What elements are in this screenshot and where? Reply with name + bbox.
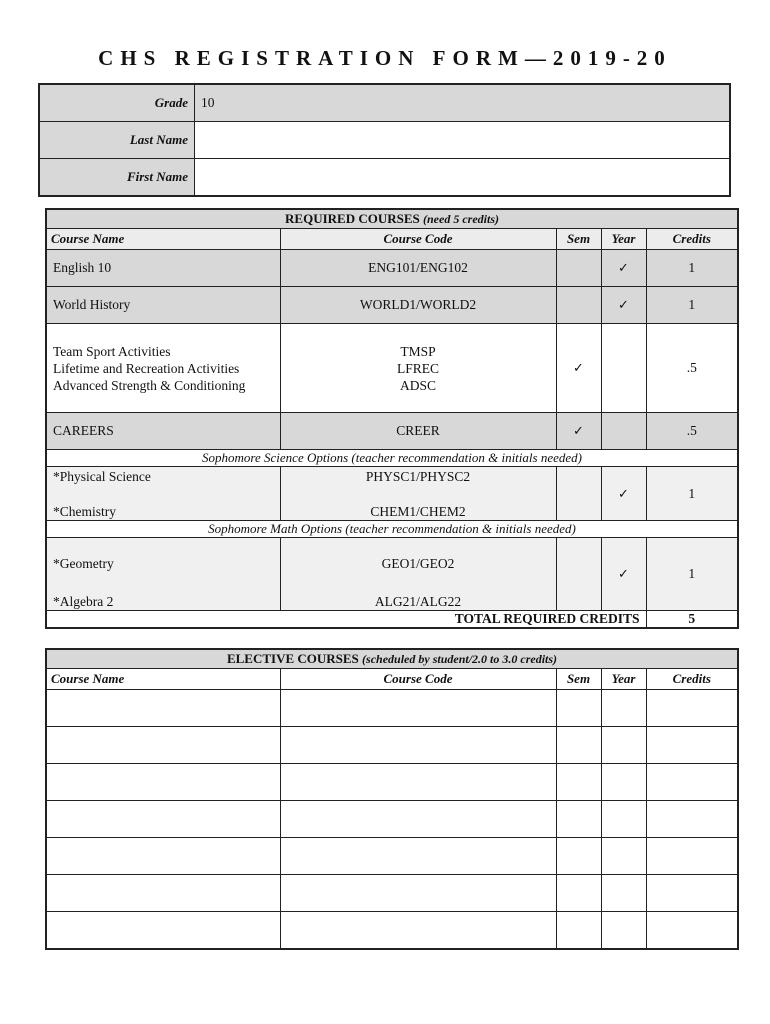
required-column-headers xyxy=(46,229,738,250)
elective-column-headers xyxy=(46,669,738,690)
course-code-line: TMSP xyxy=(400,343,436,359)
col-course-code: Course Code xyxy=(280,669,556,690)
elective-row xyxy=(46,764,738,801)
elective-year-field[interactable] xyxy=(601,764,646,801)
elective-course-name-field[interactable] xyxy=(46,912,280,950)
course-code-line: ADSC xyxy=(399,377,436,393)
grade-label: Grade xyxy=(39,84,195,122)
math-options-row xyxy=(46,538,738,611)
math-option-code: ALG21/ALG22 xyxy=(374,594,462,609)
course-row-pe-options xyxy=(46,324,738,413)
col-year: Year xyxy=(601,229,646,250)
math-options-heading: Sophomore Math Options (teacher recommendation & initials needed) xyxy=(46,521,738,538)
course-name-line: Team Sport Activities xyxy=(53,343,171,359)
year-check[interactable]: ✓ xyxy=(601,250,646,287)
required-courses-table xyxy=(45,208,739,629)
first-name-row xyxy=(39,159,730,197)
math-option-name: *Algebra 2 xyxy=(53,594,114,609)
course-credits: 1 xyxy=(646,538,738,611)
elective-credits-field[interactable] xyxy=(646,764,738,801)
elective-year-field[interactable] xyxy=(601,912,646,950)
elective-course-name-field[interactable] xyxy=(46,690,280,727)
elective-sem-field[interactable] xyxy=(556,801,601,838)
course-row-careers xyxy=(46,413,738,450)
col-sem: Sem xyxy=(556,669,601,690)
elective-credits-field[interactable] xyxy=(646,801,738,838)
course-code xyxy=(280,538,556,611)
course-name xyxy=(46,324,280,413)
sem-check[interactable] xyxy=(556,538,601,611)
sem-check[interactable] xyxy=(556,467,601,521)
elective-heading-note: (scheduled by student/2.0 to 3.0 credits) xyxy=(362,652,558,666)
elective-course-code-field[interactable] xyxy=(280,838,556,875)
elective-sem-field[interactable] xyxy=(556,912,601,950)
elective-courses-table xyxy=(45,648,739,950)
last-name-label: Last Name xyxy=(39,122,195,159)
sem-check[interactable] xyxy=(556,287,601,324)
elective-credits-field[interactable] xyxy=(646,875,738,912)
elective-year-field[interactable] xyxy=(601,727,646,764)
science-option-code: PHYSC1/PHYSC2 xyxy=(365,469,471,484)
elective-row xyxy=(46,912,738,950)
required-heading-note: (need 5 credits) xyxy=(423,212,499,226)
elective-course-code-field[interactable] xyxy=(280,801,556,838)
math-option-name: *Geometry xyxy=(53,556,114,571)
course-code: WORLD1/WORLD2 xyxy=(280,287,556,324)
course-code-line: LFREC xyxy=(396,360,439,376)
elective-course-name-field[interactable] xyxy=(46,764,280,801)
elective-row xyxy=(46,875,738,912)
elective-credits-field[interactable] xyxy=(646,727,738,764)
course-code xyxy=(280,467,556,521)
course-name-line: Lifetime and Recreation Activities xyxy=(53,360,240,376)
elective-year-field[interactable] xyxy=(601,838,646,875)
elective-heading-text: ELECTIVE COURSES xyxy=(226,651,359,666)
col-credits: Credits xyxy=(646,229,738,250)
col-year: Year xyxy=(601,669,646,690)
elective-row xyxy=(46,727,738,764)
course-row-english xyxy=(46,250,738,287)
sem-check[interactable]: ✓ xyxy=(556,413,601,450)
course-credits: .5 xyxy=(646,324,738,413)
science-option-name: *Physical Science xyxy=(53,469,151,484)
course-credits: 1 xyxy=(646,287,738,324)
grade-field[interactable]: 10 xyxy=(195,84,731,122)
elective-sem-field[interactable] xyxy=(556,838,601,875)
elective-credits-field[interactable] xyxy=(646,838,738,875)
total-credits-label: TOTAL REQUIRED CREDITS xyxy=(46,611,646,629)
course-credits: .5 xyxy=(646,413,738,450)
elective-row xyxy=(46,801,738,838)
course-name-line: Advanced Strength & Conditioning xyxy=(53,377,246,393)
elective-credits-field[interactable] xyxy=(646,690,738,727)
grade-row xyxy=(39,84,730,122)
year-check[interactable] xyxy=(601,324,646,413)
required-courses-heading xyxy=(46,209,738,229)
elective-course-name-field[interactable] xyxy=(46,727,280,764)
col-course-code: Course Code xyxy=(280,229,556,250)
elective-credits-field[interactable] xyxy=(646,912,738,950)
science-option-code: CHEM1/CHEM2 xyxy=(370,504,466,519)
science-options-row xyxy=(46,467,738,521)
course-code: ENG101/ENG102 xyxy=(280,250,556,287)
col-course-name: Course Name xyxy=(46,229,280,250)
math-option-code: GEO1/GEO2 xyxy=(381,556,455,571)
elective-year-field[interactable] xyxy=(601,875,646,912)
course-code xyxy=(280,324,556,413)
course-name: English 10 xyxy=(46,250,280,287)
total-credits-row xyxy=(46,611,738,629)
course-name: World History xyxy=(46,287,280,324)
course-name: CAREERS xyxy=(46,413,280,450)
course-row-world-history xyxy=(46,287,738,324)
course-code: CREER xyxy=(280,413,556,450)
sem-check[interactable]: ✓ xyxy=(556,324,601,413)
elective-row xyxy=(46,838,738,875)
elective-course-code-field[interactable] xyxy=(280,690,556,727)
year-check[interactable] xyxy=(601,413,646,450)
first-name-label: First Name xyxy=(39,159,195,197)
elective-course-code-field[interactable] xyxy=(280,764,556,801)
elective-sem-field[interactable] xyxy=(556,690,601,727)
total-credits-value: 5 xyxy=(646,611,738,629)
elective-year-field[interactable] xyxy=(601,801,646,838)
course-name xyxy=(46,538,280,611)
elective-sem-field[interactable] xyxy=(556,875,601,912)
student-info-table xyxy=(38,83,731,197)
required-heading-text: REQUIRED COURSES xyxy=(285,211,420,226)
course-name xyxy=(46,467,280,521)
first-name-field[interactable] xyxy=(195,159,731,197)
elective-sem-field[interactable] xyxy=(556,727,601,764)
elective-course-code-field[interactable] xyxy=(280,875,556,912)
last-name-row xyxy=(39,122,730,159)
course-credits: 1 xyxy=(646,467,738,521)
elective-row xyxy=(46,690,738,727)
col-credits: Credits xyxy=(646,669,738,690)
science-options-heading: Sophomore Science Options (teacher recommendation & initials needed) xyxy=(46,450,738,467)
elective-course-code-field[interactable] xyxy=(280,727,556,764)
sem-check[interactable] xyxy=(556,250,601,287)
col-sem: Sem xyxy=(556,229,601,250)
elective-sem-field[interactable] xyxy=(556,764,601,801)
science-option-name: *Chemistry xyxy=(53,504,116,519)
last-name-field[interactable] xyxy=(195,122,731,159)
elective-courses-heading xyxy=(46,649,738,669)
elective-course-name-field[interactable] xyxy=(46,838,280,875)
elective-course-name-field[interactable] xyxy=(46,875,280,912)
col-course-name: Course Name xyxy=(46,669,280,690)
year-check[interactable]: ✓ xyxy=(601,287,646,324)
elective-course-code-field[interactable] xyxy=(280,912,556,950)
course-credits: 1 xyxy=(646,250,738,287)
elective-course-name-field[interactable] xyxy=(46,801,280,838)
year-check[interactable]: ✓ xyxy=(601,467,646,521)
elective-year-field[interactable] xyxy=(601,690,646,727)
form-title: CHS REGISTRATION FORM—2019-20 xyxy=(98,46,672,70)
year-check[interactable]: ✓ xyxy=(601,538,646,611)
